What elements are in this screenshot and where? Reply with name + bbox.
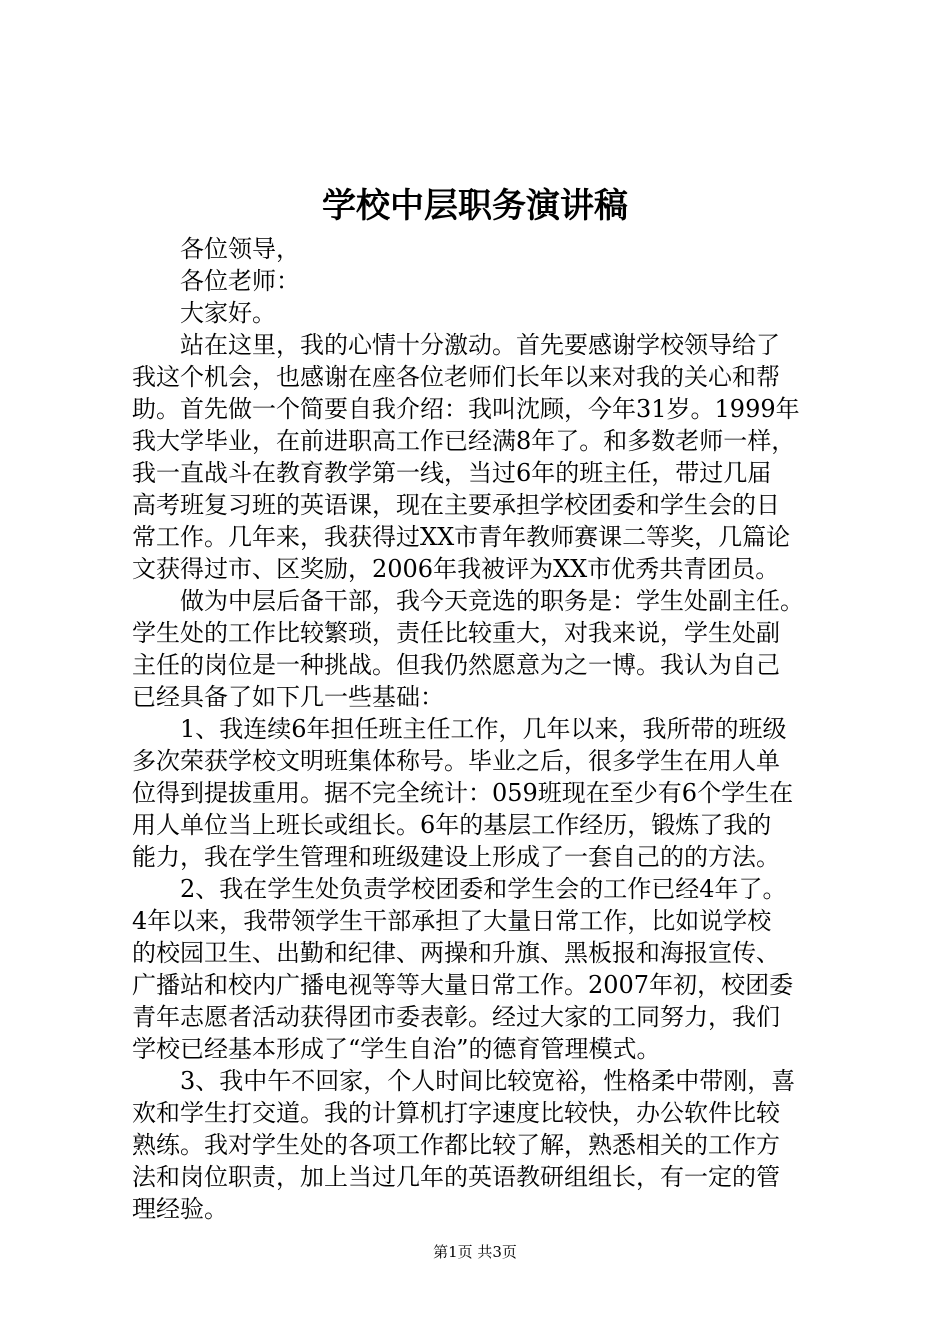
page-footer: 第1页 共3页 bbox=[433, 1243, 517, 1261]
body-line: 3、我中午不回家，个人时间比较宽裕，性格柔中带刚，喜 bbox=[132, 1067, 796, 1095]
body-line: 法和岗位职责，加上当过几年的英语教研组组长，有一定的管 bbox=[132, 1163, 780, 1191]
body-line: 理经验。 bbox=[132, 1195, 228, 1223]
body-line: 文获得过市、区奖励，2006年我被评为XX市优秀共青团员。 bbox=[132, 555, 780, 583]
body-line: 1、我连续6年担任班主任工作，几年以来，我所带的班级 bbox=[132, 715, 787, 743]
body-line: 能力，我在学生管理和班级建设上形成了一套自己的的方法。 bbox=[132, 843, 780, 871]
body-line: 主任的岗位是一种挑战。但我仍然愿意为之一博。我认为自己 bbox=[132, 651, 780, 679]
body-line: 欢和学生打交道。我的计算机打字速度比较快，办公软件比较 bbox=[132, 1099, 780, 1127]
body-line: 2、我在学生处负责学校团委和学生会的工作已经4年了。 bbox=[132, 875, 787, 903]
body-line: 熟练。我对学生处的各项工作都比较了解，熟悉相关的工作方 bbox=[132, 1131, 780, 1159]
body-line: 做为中层后备干部，我今天竞选的职务是：学生处副主任。 bbox=[132, 587, 804, 615]
body-line: 位得到提拔重用。据不完全统计：059班现在至少有6个学生在 bbox=[132, 779, 794, 807]
body-line: 我大学毕业，在前进职高工作已经满8年了。和多数老师一样， bbox=[132, 427, 796, 455]
body-line: 大家好。 bbox=[132, 299, 276, 327]
body-line: 各位老师： bbox=[132, 267, 300, 295]
body-line: 已经具备了如下几一些基础： bbox=[132, 683, 444, 711]
body-line: 我这个机会，也感谢在座各位老师们长年以来对我的关心和帮 bbox=[132, 363, 780, 391]
body-line: 4年以来，我带领学生干部承担了大量日常工作，比如说学校 bbox=[132, 907, 772, 935]
body-line: 学校已经基本形成了“学生自治”的德育管理模式。 bbox=[132, 1035, 661, 1063]
body-line: 各位领导， bbox=[132, 235, 300, 263]
body-line: 高考班复习班的英语课，现在主要承担学校团委和学生会的日 bbox=[132, 491, 780, 519]
body-line: 广播站和校内广播电视等等大量日常工作。2007年初，校团委 bbox=[132, 971, 794, 999]
document-body bbox=[132, 233, 844, 1225]
body-line: 多次荣获学校文明班集体称号。毕业之后，很多学生在用人单 bbox=[132, 747, 780, 775]
body-line: 助。首先做一个简要自我介绍：我叫沈顾，今年31岁。1999年 bbox=[132, 395, 800, 423]
body-line: 学生处的工作比较繁琐，责任比较重大，对我来说，学生处副 bbox=[132, 619, 780, 647]
body-line: 青年志愿者活动获得团市委表彰。经过大家的工同努力，我们 bbox=[132, 1003, 780, 1031]
document-title: 学校中层职务演讲稿 bbox=[322, 186, 628, 226]
body-line: 我一直战斗在教育教学第一线，当过6年的班主任，带过几届 bbox=[132, 459, 772, 487]
body-line: 常工作。几年来，我获得过XX市青年教师赛课二等奖，几篇论 bbox=[132, 523, 791, 551]
body-line: 站在这里，我的心情十分激动。首先要感谢学校领导给了 bbox=[132, 331, 780, 359]
body-line: 的校园卫生、出勤和纪律、两操和升旗、黑板报和海报宣传、 bbox=[132, 939, 780, 967]
body-line: 用人单位当上班长或组长。6年的基层工作经历，锻炼了我的 bbox=[132, 811, 772, 839]
